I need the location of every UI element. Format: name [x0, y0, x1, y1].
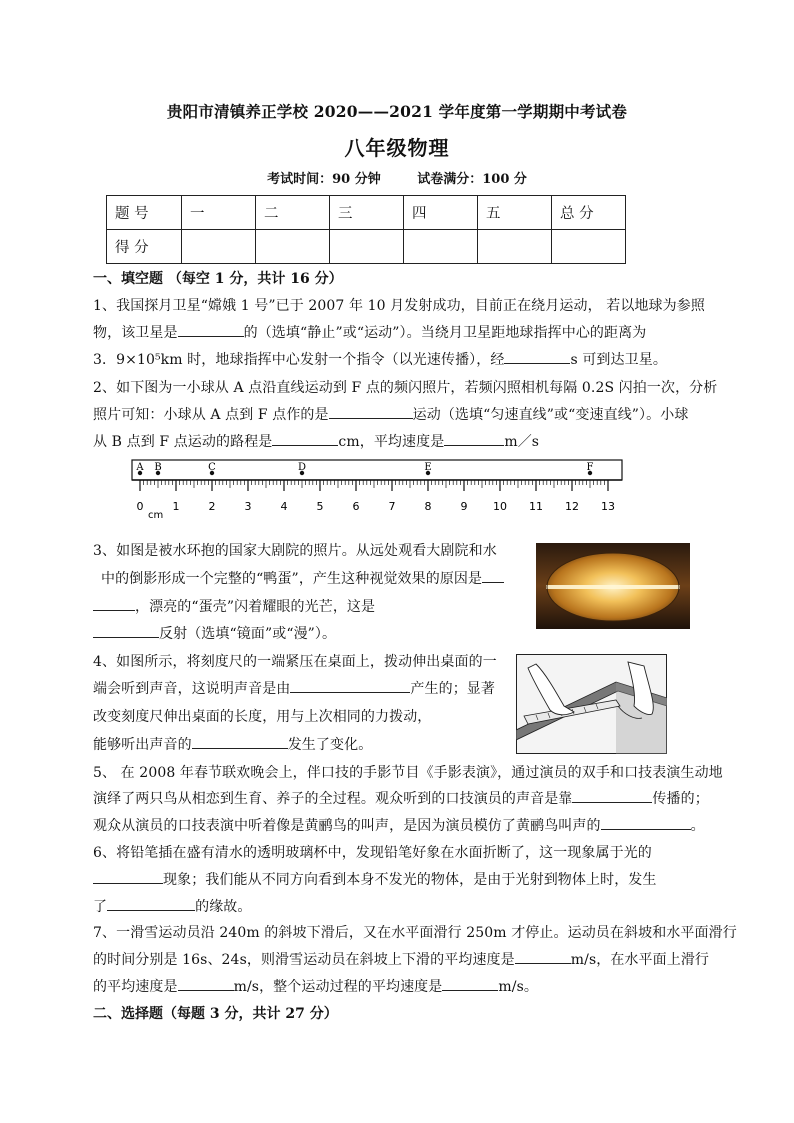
q5-text: 演绎了两只鸟从相恋到生育、养子的全过程。观众听到的口技演员的声音是靠 [93, 791, 573, 807]
q6-text: 现象；我们能从不同方向看到本身不发光的物体，是由于光射到物体上时，发生 [163, 872, 657, 888]
section-2-title: 二、选择题（每题 3 分，共计 27 分） [93, 1006, 338, 1022]
q2-text: 从 B 点到 F 点运动的路程是 [93, 434, 273, 450]
answer-blank[interactable] [601, 815, 691, 830]
q6-text: 的缘故。 [195, 899, 252, 915]
full-score: 试卷满分：100 分 [417, 172, 527, 187]
q2-text: m／s [504, 434, 540, 450]
exam-meta [0, 168, 794, 187]
ball-position-label: A [136, 462, 144, 473]
q4-text: 端会听到声音，这说明声音是由 [93, 681, 291, 697]
score-input-cell[interactable] [478, 230, 552, 264]
q6-line-3 [93, 896, 252, 916]
q6-text: 了 [93, 899, 108, 915]
score-cell: 得 分 [107, 230, 182, 264]
ruler-number: 13 [601, 500, 615, 513]
q2-line-1: 2、如下图为一小球从 A 点沿直线运动到 F 点的频闪照片，若频闪照相机每隔 0.2S 闪拍一次，分析 [93, 380, 718, 396]
score-cell: 二 [256, 196, 330, 230]
ruler-track [132, 460, 622, 480]
score-cell: 四 [404, 196, 478, 230]
answer-blank[interactable] [515, 949, 571, 964]
ball-position-label: B [154, 462, 162, 473]
answer-blank[interactable] [178, 322, 244, 337]
ruler-number: 5 [316, 500, 324, 513]
ruler-unit: cm [148, 510, 164, 521]
q4-line-2 [93, 678, 495, 698]
score-table-score-row [107, 230, 626, 264]
q1-line-2 [93, 322, 646, 342]
ruler-number: 8 [424, 500, 432, 513]
section-1-title: 一、填空题 （每空 1 分，共计 16 分） [93, 271, 343, 287]
ball-position-label: C [208, 462, 216, 473]
ruler-number: 3 [244, 500, 252, 513]
q6-line-2 [93, 869, 657, 889]
ruler-number: 0 [136, 500, 144, 513]
score-cell: 一 [182, 196, 256, 230]
ruler-figure [130, 455, 630, 523]
ruler-number: 6 [352, 500, 360, 513]
score-table-header-row [107, 196, 626, 230]
grand-theatre-photo [536, 543, 690, 629]
q1-text: 3．9×10⁵km 时，地球指挥中心发射一个指令（以光速传播），经 [93, 352, 505, 368]
exam-title: 贵阳市清镇养正学校 2020——2021 学年度第一学期期中考试卷 [166, 102, 628, 121]
q2-line-2 [93, 404, 688, 424]
q5-text: 观众从演员的口技表演中听着像是黄鹂鸟的叫声，是因为演员模仿了黄鹂鸟叫声的 [93, 818, 601, 834]
q1-text: 物，该卫星是 [93, 325, 178, 341]
ruler-on-desk-figure [516, 654, 667, 754]
ruler-number: 10 [493, 500, 507, 513]
q4-text: 能够听出声音的 [93, 737, 192, 753]
q1-text: 的（选填“静止”或“运动”）。当绕月卫星距地球指挥中心的距离为 [243, 325, 647, 341]
q2-text: 运动（选填“匀速直线”或“变速直线”）。小球 [412, 407, 689, 423]
exam-subtitle: 八年级物理 [344, 136, 450, 160]
ruler-number: 9 [460, 500, 468, 513]
q7-text: m/s。 [498, 979, 538, 995]
answer-blank[interactable] [93, 623, 159, 638]
q2-line-3 [93, 431, 539, 451]
q7-text: m/s，在水平面上滑行 [570, 952, 710, 968]
q2-text: 照片可知：小球从 A 点到 F 点作的是 [93, 407, 329, 423]
score-cell: 总 分 [552, 196, 626, 230]
score-cell: 五 [478, 196, 552, 230]
q7-text: 的时间分别是 16s、24s，则滑雪运动员在斜坡上下滑的平均速度是 [93, 952, 515, 968]
ruler-number: 4 [280, 500, 288, 513]
q7-text: m/s，整个运动过程的平均速度是 [233, 979, 443, 995]
q3-line-1: 3、如图是被水环抱的国家大剧院的照片。从远处观看大剧院和水 [93, 543, 497, 559]
ruler-ticks [140, 480, 608, 491]
q4-line-4 [93, 734, 372, 754]
q5-line-2 [93, 788, 709, 808]
score-input-cell[interactable] [256, 230, 330, 264]
ball-position-label: D [297, 462, 307, 473]
answer-blank[interactable] [107, 896, 195, 911]
q5-text: 。 [690, 818, 705, 834]
q3-text: 反射（选填“镜面”或“漫”）。 [159, 626, 337, 642]
q1-line-3 [93, 349, 667, 369]
score-cell: 题 号 [107, 196, 182, 230]
score-cell: 三 [330, 196, 404, 230]
ruler-numbers [137, 500, 616, 513]
q4-line-3: 改变刻度尺伸出桌面的长度，用与上次相同的力拨动， [93, 709, 432, 725]
ball-position-label: E [424, 462, 432, 473]
q3-text: ，漂亮的“蛋壳”闪着耀眼的光芒，这是 [135, 599, 376, 615]
q4-line-1: 4、如图所示，将刻度尺的一端紧压在桌面上，拨动伸出桌面的一 [93, 654, 497, 670]
answer-blank[interactable] [272, 431, 338, 446]
answer-blank[interactable] [178, 976, 234, 991]
q7-line-1: 7、一滑雪运动员沿 240m 的斜坡下滑后，又在水平面滑行 250m 才停止。运动员在斜坡和水平面滑行 [93, 925, 737, 941]
score-input-cell[interactable] [330, 230, 404, 264]
q2-text: cm，平均速度是 [338, 434, 445, 450]
score-table [106, 195, 626, 264]
q5-text: 传播的； [652, 791, 709, 807]
q5-line-3 [93, 815, 705, 835]
q3-line-3 [93, 596, 375, 616]
ruler-number: 1 [172, 500, 180, 513]
q4-text: 产生的；显著 [410, 681, 496, 697]
q4-text: 发生了变化。 [287, 737, 373, 753]
q3-line-2 [101, 568, 504, 588]
ruler-number: 2 [208, 500, 216, 513]
answer-blank[interactable] [93, 869, 163, 884]
q5-line-1: 5、 在 2008 年春节联欢晚会上，伴口技的手影节目《手影表演》，通过演员的双手和口技表演生动地 [93, 765, 723, 781]
answer-blank[interactable] [329, 404, 413, 419]
answer-blank[interactable] [572, 788, 652, 803]
ruler-number: 11 [529, 500, 543, 513]
score-input-cell[interactable] [552, 230, 626, 264]
q1-line-1: 1、我国探月卫星“嫦娥 1 号”已于 2007 年 10 月发射成功，目前正在绕月运动， 若以地球为参照 [93, 298, 705, 314]
q7-line-3 [93, 976, 538, 996]
q3-text: 中的倒影形成一个完整的“鸭蛋”，产生这种视觉效果的原因是 [101, 571, 483, 587]
q3-line-4 [93, 623, 336, 643]
q1-text: s 可到达卫星。 [570, 352, 667, 368]
ball-position-label: F [586, 462, 594, 473]
answer-blank[interactable] [482, 568, 504, 583]
answer-blank[interactable] [444, 431, 504, 446]
score-input-cell[interactable] [404, 230, 478, 264]
answer-blank[interactable] [442, 976, 498, 991]
q7-text: 的平均速度是 [93, 979, 178, 995]
q7-line-2 [93, 949, 709, 969]
ruler-number: 12 [565, 500, 579, 513]
answer-blank[interactable] [93, 596, 135, 611]
ruler-number: 7 [388, 500, 396, 513]
answer-blank[interactable] [290, 678, 410, 693]
q6-line-1: 6、将铅笔插在盛有清水的透明玻璃杯中，发现铅笔好象在水面折断了，这一现象属于光的 [93, 845, 652, 861]
score-input-cell[interactable] [182, 230, 256, 264]
answer-blank[interactable] [192, 734, 288, 749]
answer-blank[interactable] [504, 349, 570, 364]
exam-time: 考试时间：90 分钟 [267, 172, 381, 187]
